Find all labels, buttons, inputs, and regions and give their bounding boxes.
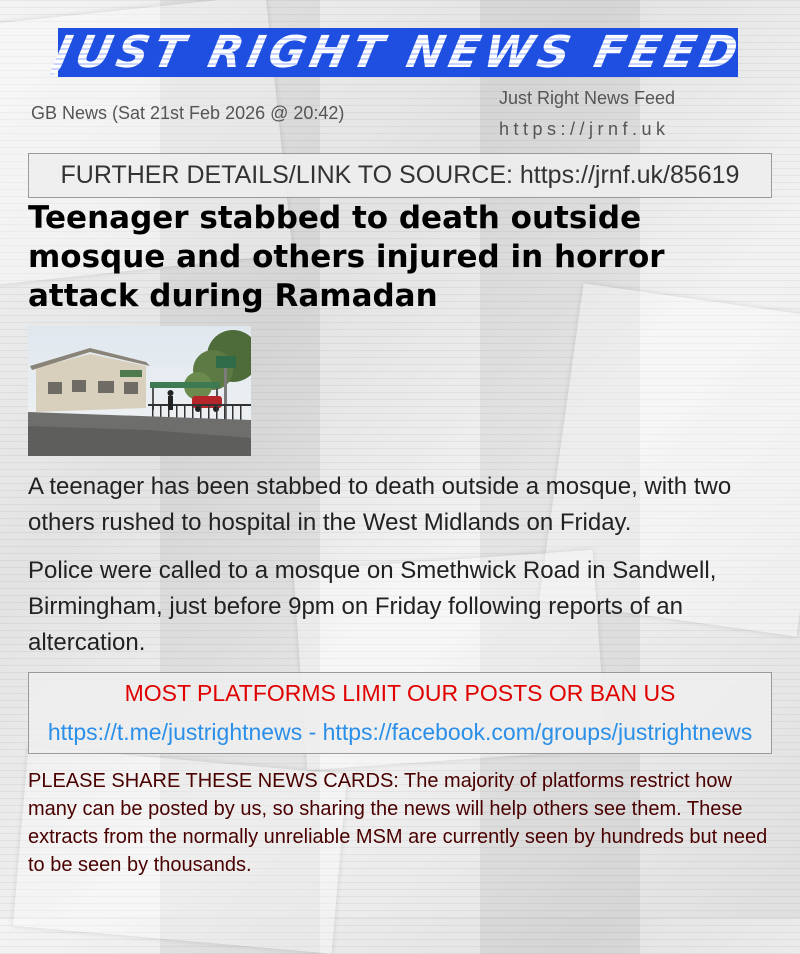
brand-url[interactable]: https://jrnf.uk	[499, 119, 670, 139]
source-link-text[interactable]: FURTHER DETAILS/LINK TO SOURCE: https://jrnf.uk/85619	[60, 161, 740, 189]
source-date: GB News (Sat 21st Feb 2026 @ 20:42)	[31, 103, 345, 123]
social-links[interactable]: https://t.me/justrightnews - https://facebook.com/groups/justrightnews	[47, 719, 753, 745]
banner-title: JUST RIGHT NEWS FEED	[49, 27, 747, 78]
promo-box	[28, 672, 772, 754]
share-message: PLEASE SHARE THESE NEWS CARDS: The majority of platforms restrict how many can be posted by us, so sharing the news will help others see them. These extracts from the normally unreliable MSM are currently seen by hundreds but need to be seen by thousands.	[28, 770, 768, 876]
brand-name: Just Right News Feed	[499, 88, 676, 108]
article-paragraph: A teenager has been stabbed to death outside a mosque, with two others rushed to hospital in the West Midlands on Friday.	[28, 473, 732, 536]
platform-warning: MOST PLATFORMS LIMIT OUR POSTS OR BAN US	[124, 680, 676, 706]
site-banner	[49, 27, 747, 78]
article-paragraph: Police were called to a mosque on Smethwick Road in Sandwell, Birmingham, just before 9pm on Friday following reports of an altercation.	[28, 557, 717, 656]
article-headline: Teenager stabbed to death outside mosque and others injured in horror attack during Ramadan	[28, 200, 665, 314]
article-photo	[28, 326, 251, 456]
source-link-box[interactable]	[28, 153, 772, 198]
